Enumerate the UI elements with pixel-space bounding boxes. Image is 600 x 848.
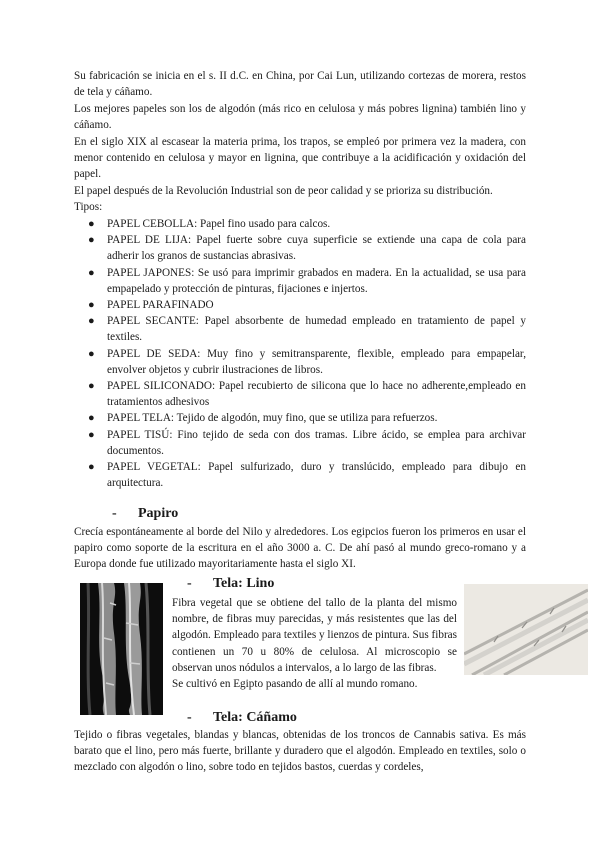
list-item: ● PAPEL TISÚ: Fino tejido de seda con dos tramas. Libre ácido, se emplea para archivar documentos. [88,428,526,457]
list-item: ● PAPEL SECANTE: Papel absorbente de humedad empleado en tratamiento de papel y textiles. [88,315,526,344]
bullet-icon: ● [88,461,95,474]
paragraph-xix-century: En el siglo XIX al escasear la materia prima, los trapos, se empleó por primera vez la madera, con menor contenido en celulosa y mayor en lignina, que contribuye a la acidificación y oxidación del papel. [74,136,526,181]
paragraph-industrial-revolution: El papel después de la Revolución Industrial son de peor calidad y se prioriza su distribución. [74,185,493,197]
bullet-icon: ● [88,347,95,360]
paragraph-origin: Su fabricación se inicia en el s. II d.C. en China, por Cai Lun, utilizando cortezas de morera, restos de tela y cáñamo. [74,70,526,99]
bullet-icon: ● [88,218,95,230]
list-item: ● PAPEL VEGETAL: Papel sulfurizado, duro y translúcido, empleado para dibujo en arquitectura. [88,461,526,490]
linen-fibers-image [464,584,588,675]
paper-types-list [74,216,526,491]
heading-papiro: - Papiro [112,506,179,521]
paragraph-best-papers: Los mejores papeles son los de algodón (más rico en celulosa y más pobres lignina) también lino y cáñamo. [74,103,526,132]
paragraph-lino-egypt: Se cultivó en Egipto pasando de allí al mundo romano. [172,678,418,691]
list-item: ● PAPEL CEBOLLA: Papel fino usado para calcos. [74,216,526,232]
list-item: ● PAPEL SILICONADO: Papel recubierto de silicona que lo hace no adherente,empleado en tratamientos adhesivos [88,380,526,409]
list-item: ● PAPEL DE SEDA: Muy fino y semitransparente, flexible, empleado para empapelar, envolver objetos y cubrir ilustraciones de libros. [88,347,526,376]
bullet-icon: ● [88,266,95,279]
bullet-icon: ● [88,380,95,393]
list-item: ● PAPEL JAPONES: Se usó para imprimir grabados en madera. En la actualidad, se usa para empapelado y protección de pinturas, fijaciones e injertos. [88,266,526,295]
list-item: ● PAPEL TELA: Tejido de algodón, muy fino, que se utiliza para refuerzos. [74,410,526,426]
list-item: ● PAPEL PARAFINADO [74,297,526,313]
paragraph-canamo: Tejido o fibras vegetales, blandas y blancas, obtenidas de los troncos de Cannabis sativa. Es más barato que el lino, pero más fuerte, brillante y duradero que el algodón. Empleado en textiles, solo o mezclado con algodón o lino, sobre todo en tejidos bastos, cuerdas y cordeles, [74,729,526,774]
bullet-icon: ● [88,234,95,247]
paragraph-lino: Fibra vegetal que se obtiene del tallo de la planta del mismo nombre, de fibras muy parecidas, y más resistentes que las del algodón. Empleado para textiles y lienzos de pintura. Sus fibras contienen un 70 u 80% de celulosa. Al microscopio se observan unos nódulos a intervalos, a lo largo de las fibras. [172,597,457,674]
lino-description [172,595,457,692]
label-types: Tipos: [74,201,103,213]
heading-lino: - Tela: Lino [187,576,275,591]
heading-canamo: - Tela: Cáñamo [187,710,297,725]
bullet-icon: ● [88,315,95,328]
bullet-icon: ● [88,299,95,312]
bullet-icon: ● [88,412,95,425]
paragraph-papiro: Crecía espontáneamente al borde del Nilo y alrededores. Los egipcios fueron los primeros en usar el papiro como soporte de la escritura en el año 3000 a. C. De ahí pasó al mundo greco-romano y a Europa donde fue utilizado mayoritariamente hasta el siglo XI. [74,526,526,571]
list-item: ● PAPEL DE LIJA: Papel fuerte sobre cuya superficie se extiende una capa de cola para adherir los granos de sustancias abrasivas. [88,234,526,263]
flax-fiber-microscope-image [80,583,163,715]
bullet-icon: ● [88,428,95,441]
